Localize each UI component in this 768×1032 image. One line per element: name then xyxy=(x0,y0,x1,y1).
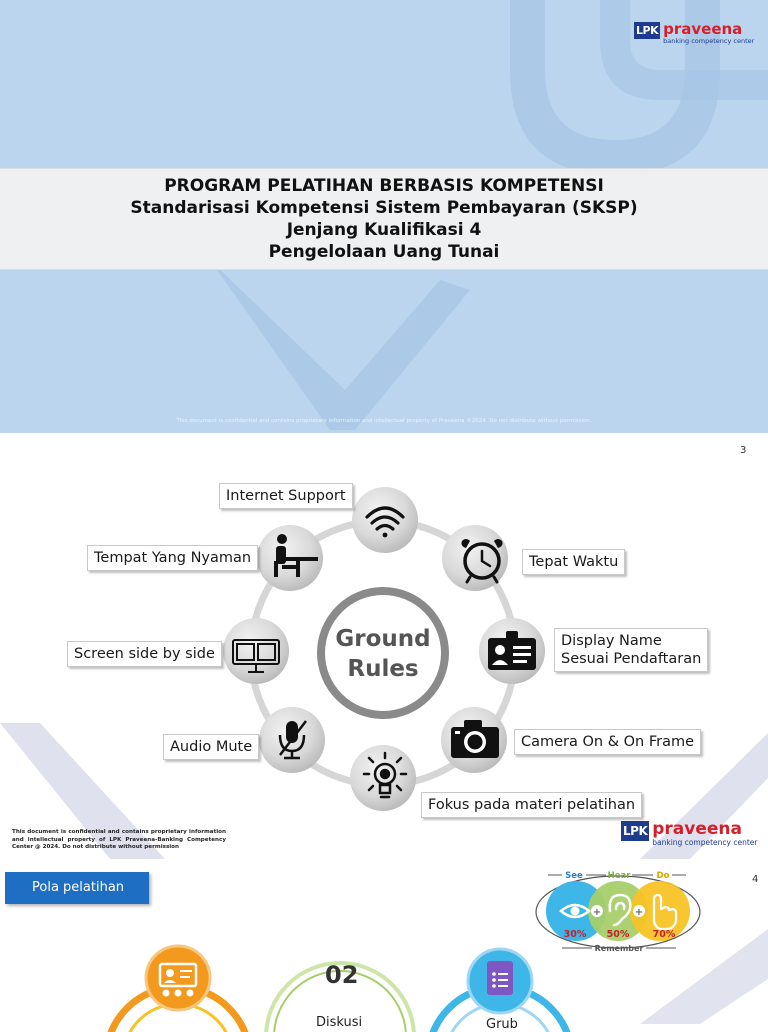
logo-badge: LPK xyxy=(636,24,659,37)
page-number: 3 xyxy=(740,445,747,456)
logo-brand: praveena xyxy=(663,20,743,38)
title-line-1: PROGRAM PELATIHAN BERBASIS KOMPETENSI xyxy=(164,176,604,196)
center-text-rules: Rules xyxy=(347,656,419,682)
item-diskusi: Diskusi xyxy=(316,1015,363,1030)
label-display-line-1: Display Name xyxy=(561,633,662,649)
node-desk xyxy=(257,525,323,591)
slide-title xyxy=(0,0,768,433)
title-line-2: Standarisasi Kompetensi Sistem Pembayaran (SKSP) xyxy=(130,198,638,218)
label-display-name xyxy=(554,628,708,672)
label-internet-support: Internet Support xyxy=(219,483,353,509)
item-number: 02 xyxy=(325,961,359,989)
label-tempat-nyaman: Tempat Yang Nyaman xyxy=(87,545,258,571)
confidential-notice-tiny: This document is confidential and contains proprietary information and intellectual property of Praveena ©2024. Do not distribute without permission. xyxy=(176,418,592,424)
logo-badge: LPK xyxy=(621,821,649,841)
page-number: 4 xyxy=(752,874,759,885)
logo-tagline: banking competency center xyxy=(663,37,755,45)
label-audio-mute: Audio Mute xyxy=(163,734,259,760)
label-screen-side: Screen side by side xyxy=(67,641,222,667)
node-camera xyxy=(441,707,507,773)
svg-text:+: + xyxy=(592,907,602,918)
node-bulb xyxy=(350,745,416,811)
label-fokus-materi: Fokus pada materi pelatihan xyxy=(421,792,642,818)
node-mic xyxy=(259,707,325,773)
slide-ground-rules xyxy=(0,433,768,859)
form-document-icon xyxy=(487,961,513,995)
title-line-4: Pengelolaan Uang Tunai xyxy=(268,242,500,262)
see-hear-do-graphic xyxy=(536,871,700,953)
pct-do: 70% xyxy=(652,929,676,940)
node-clock xyxy=(442,525,508,591)
pola-item-1 xyxy=(106,946,250,1032)
label-remember: Remember xyxy=(594,944,644,953)
center-circle xyxy=(325,595,441,711)
label-see: See xyxy=(565,871,583,881)
label-hear: Hear xyxy=(607,871,631,881)
logo-brand: praveena xyxy=(652,819,742,839)
praveena-logo-footer xyxy=(621,821,757,847)
center-text-ground: Ground xyxy=(335,626,431,652)
label-camera-on: Camera On & On Frame xyxy=(514,729,701,755)
slide-pola-pelatihan xyxy=(0,859,768,1032)
confidential-notice: This document is confidential and contains proprietary information and intellectual property of LPK Praveena-Banking Competency Center @ 2024. Do not distribute without permission xyxy=(12,829,226,850)
label-display-line-2: Sesuai Pendaftaran xyxy=(561,651,702,667)
pct-see: 30% xyxy=(563,929,587,940)
label-do: Do xyxy=(656,871,670,881)
title-band xyxy=(0,168,768,270)
pola-pelatihan-button[interactable]: Pola pelatihan xyxy=(5,872,149,904)
logo-tagline: banking competency center xyxy=(652,838,758,847)
title-line-3: Jenjang Kualifikasi 4 xyxy=(286,220,482,240)
praveena-logo xyxy=(634,22,754,45)
node-idcard xyxy=(479,618,545,684)
label-tepat-waktu: Tepat Waktu xyxy=(522,549,625,575)
node-wifi xyxy=(352,487,418,553)
item-group: Grub xyxy=(486,1017,518,1032)
node-screen xyxy=(223,618,289,684)
svg-text:+: + xyxy=(634,907,644,918)
pct-hear: 50% xyxy=(606,929,630,940)
